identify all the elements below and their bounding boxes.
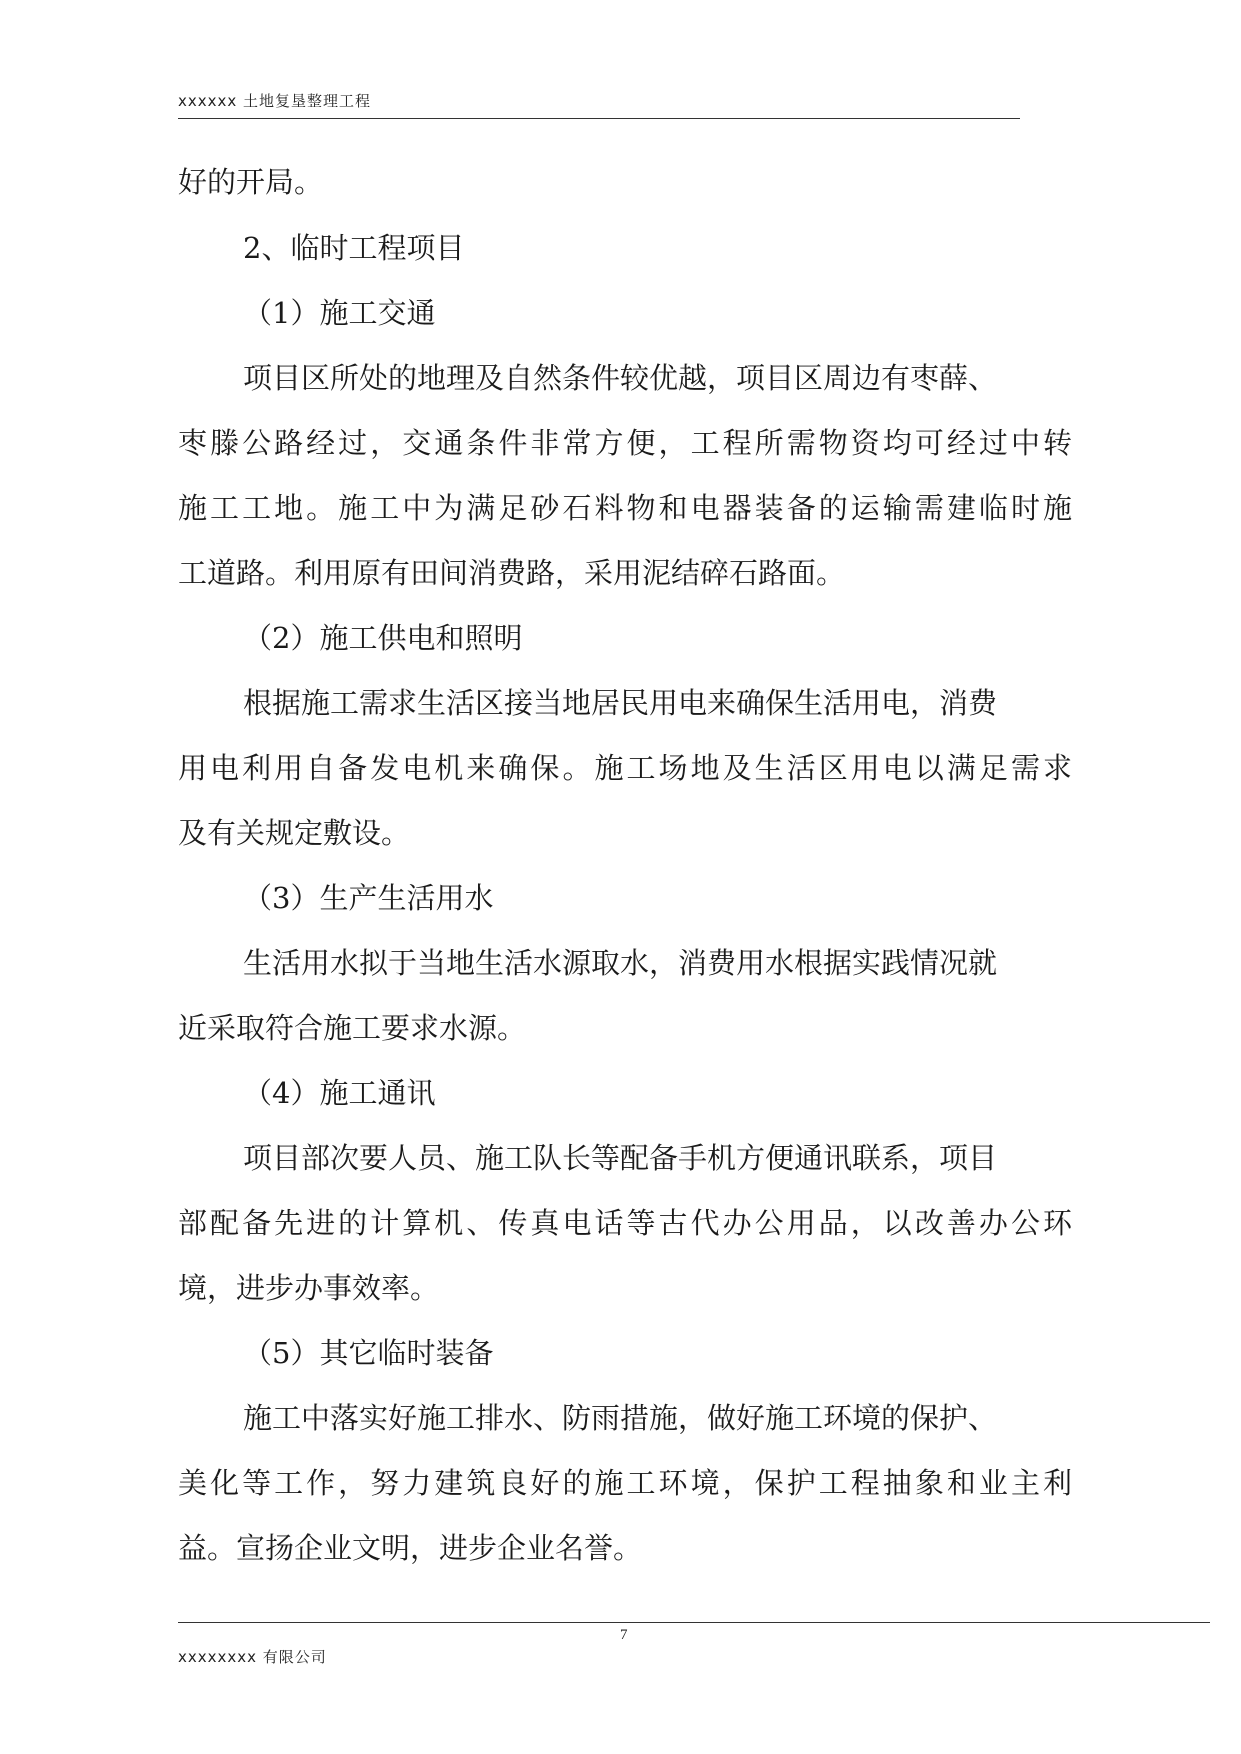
paragraph-line: 及有关规定敷设。 xyxy=(178,816,411,850)
paragraph-line: 近采取符合施工要求水源。 xyxy=(178,1011,527,1045)
subsection-heading: （3）生产生活用水 xyxy=(243,881,494,915)
paragraph-line: 用电利用自备发电机来确保。施工场地及生活区用电以满足需求 xyxy=(178,751,1072,785)
footer-divider xyxy=(178,1622,1210,1623)
paragraph-line: 项目区所处的地理及自然条件较优越，项目区周边有枣薛、 xyxy=(243,361,998,395)
subsection-heading: （4）施工通讯 xyxy=(243,1076,436,1110)
subsection-heading: （1）施工交通 xyxy=(243,296,436,330)
section-heading: 2、临时工程项目 xyxy=(243,231,465,265)
paragraph-line: 生活用水拟于当地生活水源取水，消费用水根据实践情况就 xyxy=(243,946,998,980)
header-divider xyxy=(178,118,1020,119)
paragraph-line: 根据施工需求生活区接当地居民用电来确保生活用电，消费 xyxy=(243,686,998,720)
paragraph-line: 境，进步办事效率。 xyxy=(178,1271,440,1305)
paragraph-line: 工道路。利用原有田间消费路，采用泥结碎石路面。 xyxy=(178,556,846,590)
footer-company-name: xxxxxxxx 有限公司 xyxy=(178,1648,327,1666)
paragraph-line: 枣滕公路经过，交通条件非常方便，工程所需物资均可经过中转 xyxy=(178,426,1072,460)
paragraph-line: 项目部次要人员、施工队长等配备手机方便通讯联系，项目 xyxy=(243,1141,998,1175)
header-title: xxxxxx 土地复垦整理工程 xyxy=(178,92,372,110)
paragraph-line: 美化等工作，努力建筑良好的施工环境，保护工程抽象和业主利 xyxy=(178,1466,1072,1500)
paragraph-line: 施工工地。施工中为满足砂石料物和电器装备的运输需建临时施 xyxy=(178,491,1072,525)
paragraph-line: 部配备先进的计算机、传真电话等古代办公用品，以改善办公环 xyxy=(178,1206,1072,1240)
subsection-heading: （2）施工供电和照明 xyxy=(243,621,523,655)
paragraph-line: 施工中落实好施工排水、防雨措施，做好施工环境的保护、 xyxy=(243,1401,998,1435)
page-number: 7 xyxy=(620,1627,628,1643)
paragraph-line: 益。宣扬企业文明，进步企业名誉。 xyxy=(178,1531,643,1565)
paragraph-line: 好的开局。 xyxy=(178,165,324,199)
subsection-heading: （5）其它临时装备 xyxy=(243,1336,494,1370)
